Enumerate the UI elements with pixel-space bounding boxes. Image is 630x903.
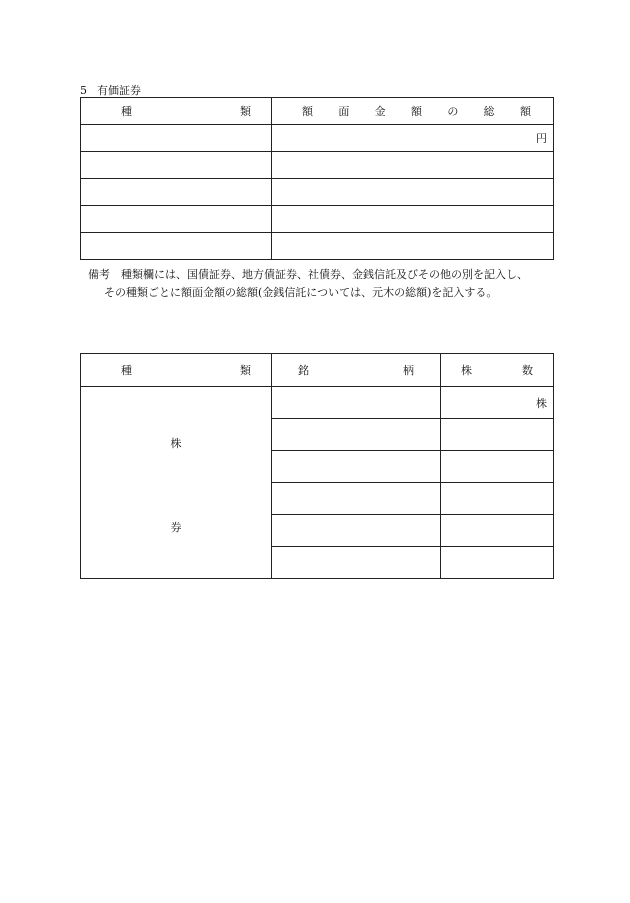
- amount-cell[interactable]: [272, 206, 554, 233]
- kind-cell[interactable]: [81, 233, 272, 260]
- table-row: [81, 125, 554, 152]
- kind-cell[interactable]: [81, 125, 272, 152]
- remarks-note: [88, 266, 528, 302]
- shares-cell[interactable]: [441, 419, 554, 451]
- table-row: [81, 206, 554, 233]
- brand-cell[interactable]: [272, 515, 441, 547]
- table-header-row: [81, 98, 554, 125]
- shares-unit: 株: [536, 396, 547, 410]
- table-row: [81, 387, 554, 419]
- note-line-1: 備考 種類欄には、国債証券、地方債証券、社債券、金銭信託及びその他の別を記入し、: [88, 268, 528, 281]
- note-line-2: その種類ごとに額面金額の総額(金銭信託については、元木の総額)を記入する。: [104, 286, 498, 299]
- amount-cell[interactable]: [272, 125, 554, 152]
- kind-char-2: 券: [170, 521, 182, 534]
- header-kind: 種 類: [81, 354, 272, 387]
- section-heading: [80, 82, 151, 98]
- securities-amount-table: [80, 97, 554, 260]
- shares-cell[interactable]: [441, 483, 554, 515]
- table-row: [81, 152, 554, 179]
- stock-certificates-table: [80, 353, 554, 579]
- header-face-amount-total: 額 面 金 額 の 総 額: [272, 98, 554, 125]
- brand-cell[interactable]: [272, 547, 441, 579]
- shares-cell[interactable]: [441, 387, 554, 419]
- shares-cell[interactable]: [441, 547, 554, 579]
- brand-cell[interactable]: [272, 451, 441, 483]
- yen-unit: 円: [536, 132, 547, 145]
- amount-cell[interactable]: [272, 152, 554, 179]
- kind-cell[interactable]: [81, 179, 272, 206]
- section-number: 5: [80, 84, 87, 97]
- shares-cell[interactable]: [441, 515, 554, 547]
- brand-cell[interactable]: [272, 419, 441, 451]
- kind-cell[interactable]: [81, 206, 272, 233]
- amount-cell[interactable]: [272, 179, 554, 206]
- table-row: [81, 233, 554, 260]
- section-title: 有価証券: [97, 84, 141, 97]
- kind-char-1: 株: [170, 437, 182, 450]
- kind-cell[interactable]: [81, 152, 272, 179]
- shares-cell[interactable]: [441, 451, 554, 483]
- brand-cell[interactable]: [272, 387, 441, 419]
- brand-cell[interactable]: [272, 483, 441, 515]
- kind-stock-cell: [81, 387, 272, 579]
- header-share-count: 株 数: [441, 354, 554, 387]
- table-row: [81, 179, 554, 206]
- amount-cell[interactable]: [272, 233, 554, 260]
- header-brand: 銘 柄: [272, 354, 441, 387]
- header-kind: 種 類: [81, 98, 272, 125]
- table-header-row: [81, 354, 554, 387]
